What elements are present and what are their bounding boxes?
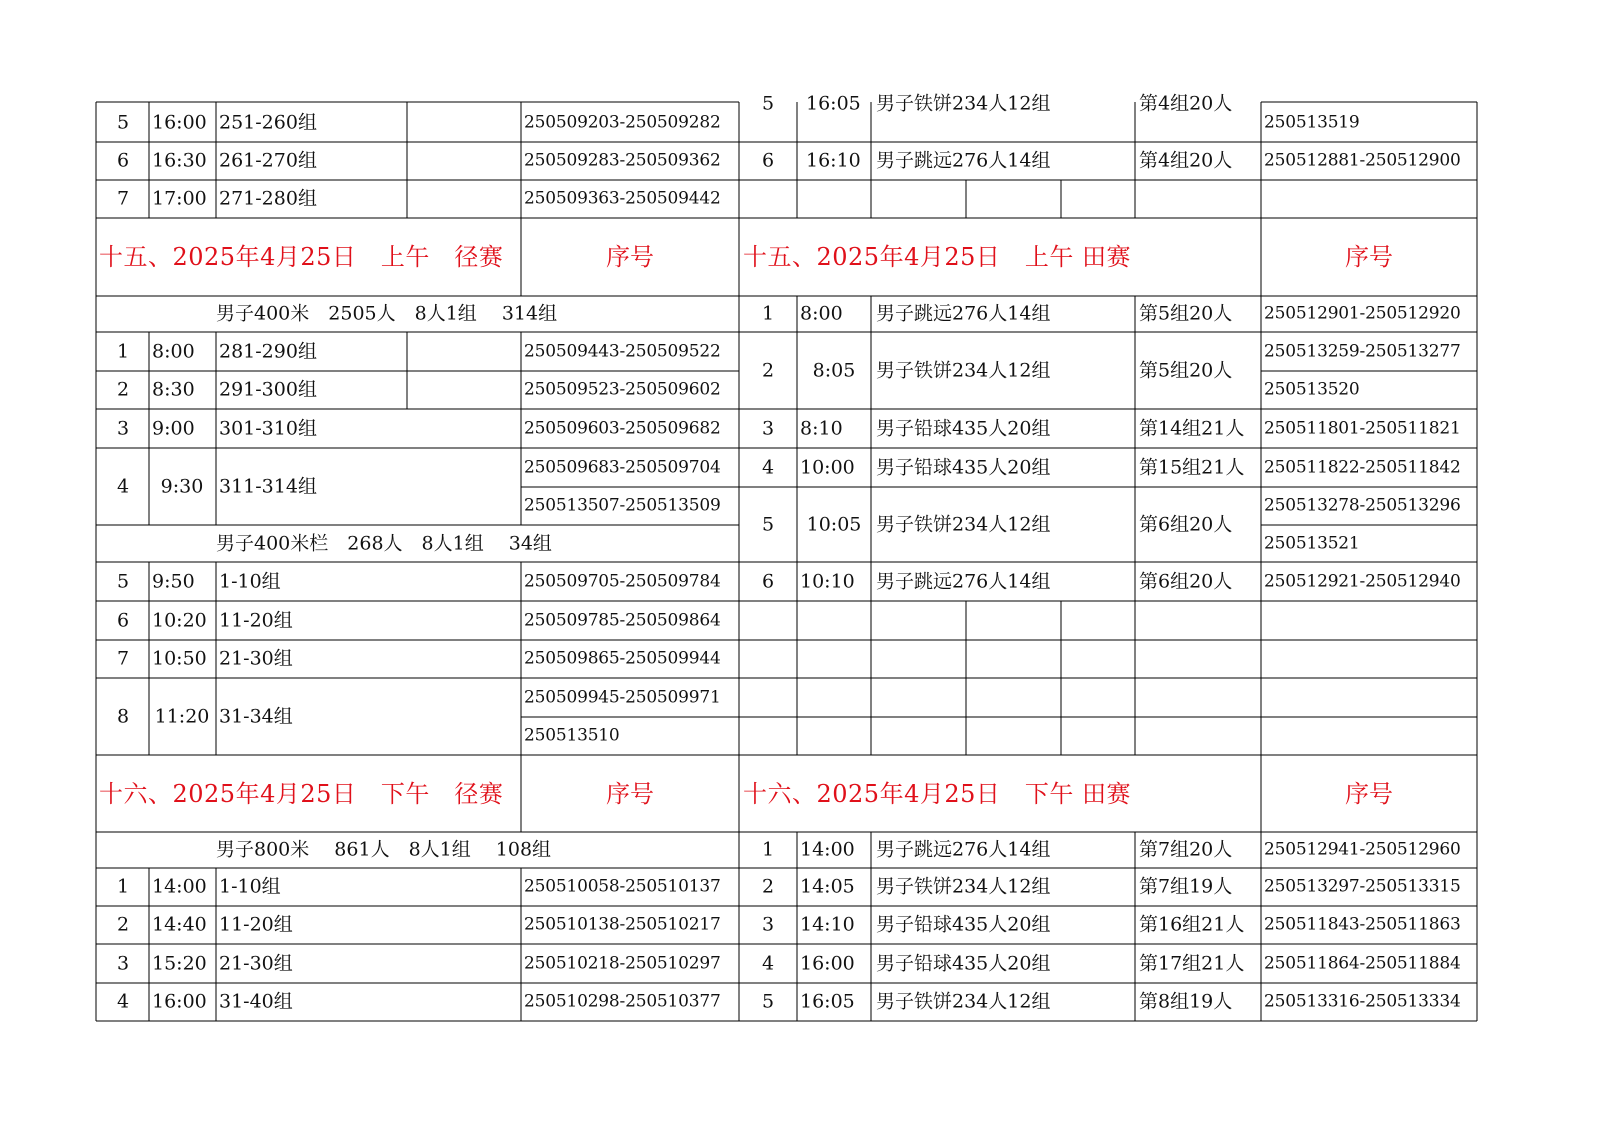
row-seq: 250509603-250509682 (524, 418, 721, 439)
row-seq: 250513259-250513277 (1264, 341, 1461, 362)
row-group: 291-300组 (219, 378, 317, 401)
event-header-400m: 男子400米 2505人 8人1组 314组 (216, 302, 558, 325)
row-seq: 250509785-250509864 (524, 610, 721, 631)
row-seq: 250512941-250512960 (1264, 839, 1461, 860)
row-event: 男子跳远276人14组 (876, 149, 1051, 172)
row-number: 7 (116, 187, 130, 210)
row-time: 9:30 (160, 475, 204, 498)
row-number: 2 (116, 378, 130, 401)
row-seq: 250513521 (1264, 533, 1360, 554)
row-number: 2 (761, 875, 775, 898)
row-seq: 250511822-250511842 (1264, 457, 1461, 478)
row-time: 10:50 (152, 647, 207, 670)
row-seq: 250513510 (524, 725, 620, 746)
row-group: 21-30组 (219, 647, 293, 670)
row-seq: 250510298-250510377 (524, 991, 721, 1012)
row-seq: 250513297-250513315 (1264, 876, 1461, 897)
row-number: 5 (116, 111, 130, 134)
row-time: 16:30 (152, 149, 207, 172)
row-group: 251-260组 (219, 111, 317, 134)
row-number: 6 (116, 609, 130, 632)
section-title-field-am: 十五、2025年4月25日 上午 田赛 (743, 243, 1132, 271)
row-group: 1-10组 (219, 570, 281, 593)
row-event: 男子铁饼234人12组 (876, 92, 1051, 115)
row-number: 6 (761, 149, 775, 172)
row-group: 311-314组 (219, 475, 317, 498)
row-number: 5 (116, 570, 130, 593)
section-title-field-pm: 十六、2025年4月25日 下午 田赛 (743, 780, 1132, 808)
row-group: 271-280组 (219, 187, 317, 210)
row-seq: 250511864-250511884 (1264, 953, 1461, 974)
row-time: 16:00 (152, 111, 207, 134)
row-event: 男子跳远276人14组 (876, 838, 1051, 861)
row-number: 4 (116, 990, 130, 1013)
row-number: 4 (761, 952, 775, 975)
row-time: 10:10 (800, 570, 855, 593)
row-number: 5 (761, 990, 775, 1013)
row-event: 男子铅球435人20组 (876, 456, 1051, 479)
row-number: 8 (116, 705, 130, 728)
row-group-size: 第4组20人 (1139, 149, 1233, 172)
seq-header: 序号 (1345, 780, 1393, 808)
row-seq: 250509283-250509362 (524, 150, 721, 171)
row-group-size: 第7组19人 (1139, 875, 1233, 898)
seq-header: 序号 (606, 780, 654, 808)
row-number: 1 (761, 302, 775, 325)
row-time: 8:05 (812, 359, 856, 382)
row-time: 10:05 (806, 513, 862, 536)
row-seq: 250511801-250511821 (1264, 418, 1461, 439)
section-title-track-am: 十五、2025年4月25日 上午 径赛 (99, 243, 504, 271)
row-time: 16:05 (800, 990, 855, 1013)
row-number: 3 (116, 952, 130, 975)
row-group-size: 第16组21人 (1139, 913, 1245, 936)
row-number: 5 (761, 92, 775, 115)
row-event: 男子跳远276人14组 (876, 302, 1051, 325)
row-group-size: 第8组19人 (1139, 990, 1233, 1013)
row-time: 14:40 (152, 913, 207, 936)
row-event: 男子铅球435人20组 (876, 913, 1051, 936)
row-time: 16:00 (800, 952, 855, 975)
row-event: 男子跳远276人14组 (876, 570, 1051, 593)
row-group-size: 第17组21人 (1139, 952, 1245, 975)
row-group-size: 第4组20人 (1139, 92, 1233, 115)
row-event: 男子铅球435人20组 (876, 952, 1051, 975)
row-number: 4 (761, 456, 775, 479)
row-group-size: 第6组20人 (1139, 570, 1233, 593)
row-seq: 250510218-250510297 (524, 953, 721, 974)
row-time: 8:30 (152, 378, 195, 401)
row-event: 男子铁饼234人12组 (876, 513, 1051, 536)
row-seq: 250509865-250509944 (524, 648, 721, 669)
row-event: 男子铁饼234人12组 (876, 990, 1051, 1013)
row-time: 10:00 (800, 456, 855, 479)
row-seq: 250512901-250512920 (1264, 303, 1461, 324)
row-number: 4 (116, 475, 130, 498)
row-number: 5 (761, 513, 775, 536)
row-group: 281-290组 (219, 340, 317, 363)
row-seq: 250509523-250509602 (524, 379, 721, 400)
row-seq: 250513316-250513334 (1264, 991, 1461, 1012)
row-seq: 250512921-250512940 (1264, 571, 1461, 592)
row-seq: 250513507-250513509 (524, 495, 721, 516)
row-number: 3 (761, 417, 775, 440)
row-time: 15:20 (152, 952, 207, 975)
row-seq: 250510058-250510137 (524, 876, 721, 897)
seq-header: 序号 (606, 243, 654, 271)
row-seq: 250509443-250509522 (524, 341, 721, 362)
row-number: 3 (116, 417, 130, 440)
row-seq: 250511843-250511863 (1264, 914, 1461, 935)
row-group-size: 第5组20人 (1139, 359, 1233, 382)
row-event: 男子铅球435人20组 (876, 417, 1051, 440)
row-group: 11-20组 (219, 913, 293, 936)
row-number: 2 (116, 913, 130, 936)
row-group-size: 第5组20人 (1139, 302, 1233, 325)
row-time: 16:00 (152, 990, 207, 1013)
seq-header: 序号 (1345, 243, 1393, 271)
row-group: 301-310组 (219, 417, 317, 440)
row-number: 6 (761, 570, 775, 593)
row-number: 7 (116, 647, 130, 670)
row-number: 6 (116, 149, 130, 172)
row-number: 1 (116, 340, 130, 363)
row-time: 14:10 (800, 913, 855, 936)
row-time: 8:10 (800, 417, 843, 440)
row-group-size: 第14组21人 (1139, 417, 1245, 440)
row-group-size: 第6组20人 (1139, 513, 1233, 536)
row-group: 11-20组 (219, 609, 293, 632)
row-time: 9:00 (152, 417, 195, 440)
row-time: 14:00 (152, 875, 207, 898)
row-seq: 250509705-250509784 (524, 571, 721, 592)
row-time: 10:20 (152, 609, 207, 632)
row-group-size: 第15组21人 (1139, 456, 1245, 479)
row-group: 261-270组 (219, 149, 317, 172)
row-seq: 250513520 (1264, 379, 1360, 400)
row-time: 9:50 (152, 570, 195, 593)
row-seq: 250510138-250510217 (524, 914, 721, 935)
row-time: 8:00 (800, 302, 843, 325)
row-number: 1 (761, 838, 775, 861)
row-time: 17:00 (152, 187, 207, 210)
row-seq: 250513519 (1264, 112, 1360, 133)
row-event: 男子铁饼234人12组 (876, 875, 1051, 898)
event-header-400m-hurdles: 男子400米栏 268人 8人1组 34组 (216, 532, 552, 555)
row-seq: 250512881-250512900 (1264, 150, 1461, 171)
row-number: 3 (761, 913, 775, 936)
row-time: 16:05 (806, 92, 861, 115)
row-time: 14:05 (800, 875, 855, 898)
row-event: 男子铁饼234人12组 (876, 359, 1051, 382)
row-seq: 250509363-250509442 (524, 188, 721, 209)
row-seq: 250509203-250509282 (524, 112, 721, 133)
row-seq: 250509683-250509704 (524, 457, 721, 478)
row-group-size: 第7组20人 (1139, 838, 1233, 861)
row-group: 31-40组 (219, 990, 293, 1013)
row-number: 1 (116, 875, 130, 898)
row-time: 11:20 (154, 705, 210, 728)
row-group: 1-10组 (219, 875, 281, 898)
row-group: 21-30组 (219, 952, 293, 975)
row-time: 14:00 (800, 838, 855, 861)
event-header-800m: 男子800米 861人 8人1组 108组 (216, 838, 552, 861)
row-group: 31-34组 (219, 705, 293, 728)
row-time: 8:00 (152, 340, 195, 363)
row-time: 16:10 (806, 149, 861, 172)
section-title-track-pm: 十六、2025年4月25日 下午 径赛 (99, 780, 504, 808)
row-number: 2 (761, 359, 775, 382)
row-seq: 250513278-250513296 (1264, 495, 1461, 516)
row-seq: 250509945-250509971 (524, 687, 721, 708)
